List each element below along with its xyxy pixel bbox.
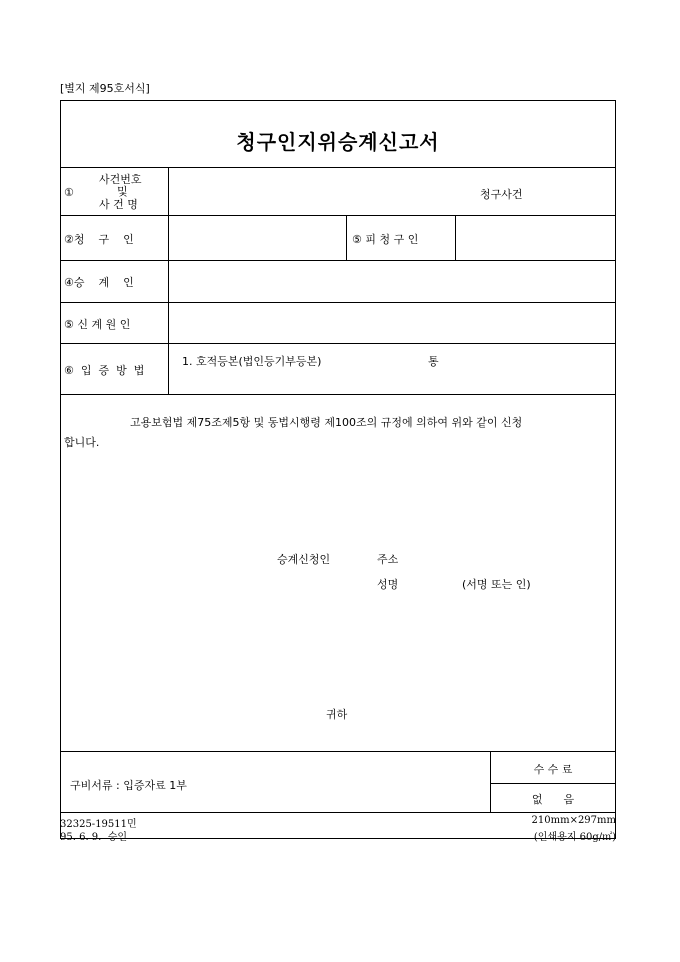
divider (60, 215, 616, 216)
form-label: [별지 제95호서식] (60, 82, 150, 95)
divider (490, 783, 616, 784)
column-divider (455, 215, 456, 260)
applicant-label: ⑤ 신 계 원 인 (64, 318, 131, 331)
case-number-mark: ① (64, 186, 74, 199)
statement-line2: 합니다. (64, 436, 100, 449)
successor-applicant-label: 승계신청인 (277, 553, 331, 566)
case-label-line2: 및 (117, 185, 128, 198)
divider (60, 167, 616, 168)
case-label-line3: 사 건 명 (99, 198, 138, 211)
divider (60, 394, 616, 395)
divider (60, 751, 616, 752)
respondent-label: ⑤ 피 청 구 인 (352, 233, 419, 246)
divider (60, 343, 616, 344)
case-label-line1: 사건번호 (99, 173, 142, 186)
fee-value: 없 음 (531, 793, 575, 806)
case-value: 청구사건 (480, 188, 523, 201)
paper-size: 210mm×297mm (531, 815, 616, 826)
claimant-label: ②청 구 인 (64, 233, 134, 246)
column-divider (346, 215, 347, 260)
statement-line1: 고용보험법 제75조제5항 및 동법시행령 제100조의 규정에 의하여 위와 같이 신청 (130, 416, 523, 429)
divider (60, 302, 616, 303)
recipient-label: 귀하 (326, 708, 348, 721)
successor-label: ④승 계 인 (64, 276, 134, 289)
divider (60, 260, 616, 261)
proof-value: 1. 호적등본(법인등기부등본) (182, 355, 322, 368)
form-code: 32325-19511민 (60, 819, 137, 830)
proof-unit: 통 (428, 355, 439, 368)
sign-label: (서명 또는 인) (462, 578, 531, 591)
proof-label: ⑥ 입 증 방 법 (64, 364, 145, 377)
required-documents: 구비서류 : 입증자료 1부 (70, 779, 187, 792)
name-label: 성명 (377, 578, 399, 591)
form-title: 청구인지위승계신고서 (236, 130, 440, 154)
divider (60, 812, 616, 813)
paper-weight: (인쇄용지 60g/㎡) (533, 832, 616, 843)
address-label: 주소 (377, 553, 399, 566)
column-divider (168, 167, 169, 394)
fee-label: 수 수 료 (533, 763, 573, 776)
approval-date: 95. 6. 9. 승인 (60, 832, 128, 843)
form-frame (60, 100, 616, 839)
